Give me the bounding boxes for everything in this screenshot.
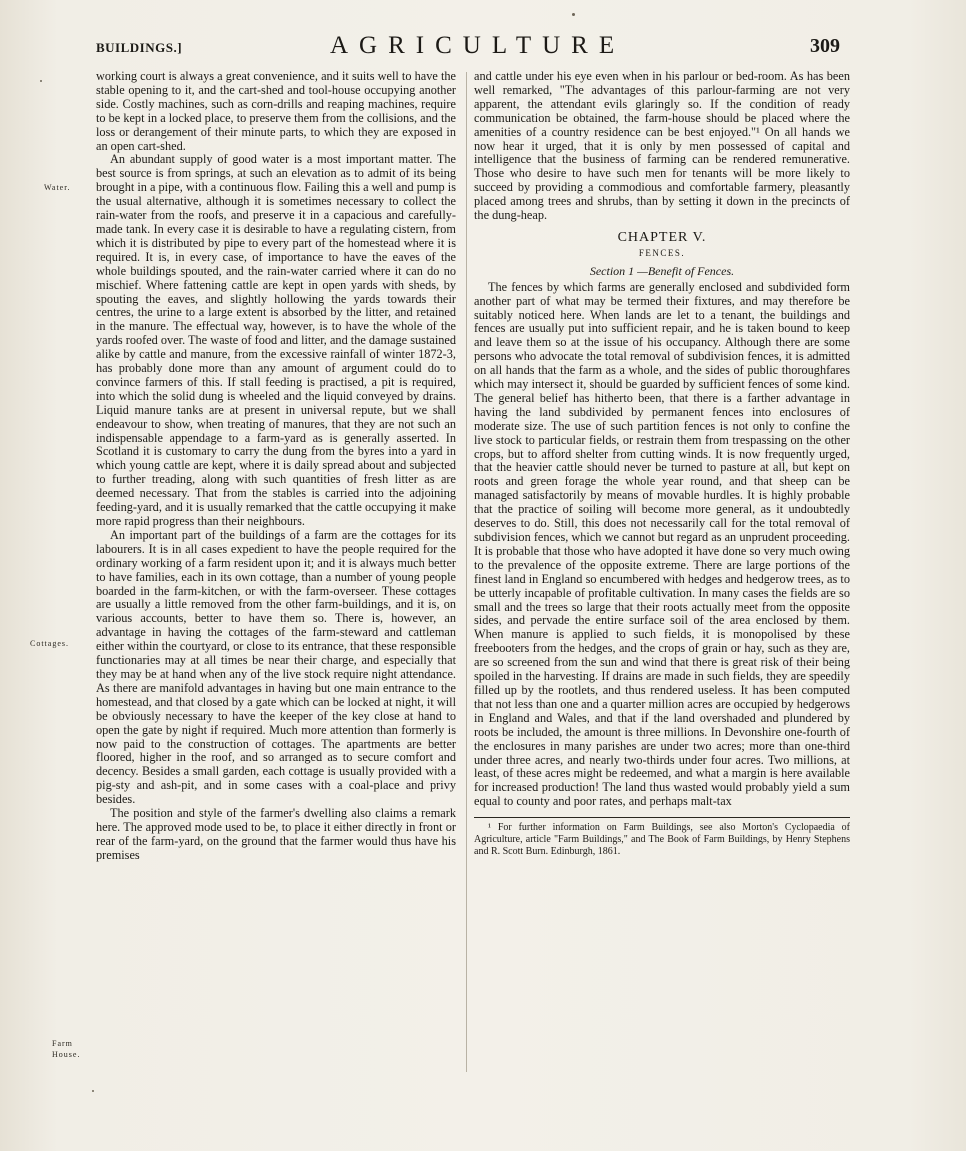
section-title: Section 1 —Benefit of Fences. <box>589 263 735 278</box>
chapter-heading: CHAPTER V. <box>617 229 707 245</box>
chapter-subtitle: FENCES. <box>638 247 686 258</box>
paper-speck <box>40 80 42 82</box>
paragraph-water: An abundant supply of good water is a most important matter. The best source is from springs, at such an elevation as to admit of its being brought in a pipe, with a continuous flow. Failing this a well and pump is the usual alternative, although it is sometimes necessary to collect the rain-water from the roofs, and preserve it in a capacious and carefully-made tank. In every case it is desirable to have a regulating cistern, from which it is distributed by pipe to every part of the homestead where it is required. It is, in every case, of importance to have the eaves of the whole buildings spouted, and the rain-water carried where it can do no mischief. Where fattening cattle are kept in open yards with sheds, by spouting the eaves, and slightly hollowing the yards towards their centres, the urine to a large extent is absorbed by the litter, and retained in the manure. The effectual way, however, is to have the whole of the yards roofed over. The waste of food and litter, and the damage sustained alike by cattle and manure, from the excessive rainfall of winter 1872-3, has probably done more than any amount of argument could do to convince farmers of this. If stall feeding is practised, a pit is required, into which the solid dung is wheeled and the liquid conveyed by drains. Liquid manure tanks are at present in universal repute, but we shall endeavour to show, when treating of manures, that they are not such an indispensable appendage to a farm-yard as is generally asserted. In Scotland it is customary to carry the dung from the byres into a yard in which young cattle are kept, where it is daily spread about and subjected to further treading, along with such quantities of fresh litter as are deemed necessary. That from the stables is carried into the adjoining feeding-yard, and it is usually remarked that the cattle occupying it make more rapid progress than their neighbours. <box>96 152 456 528</box>
column-divider <box>466 72 467 1072</box>
paper-speck <box>92 1090 94 1092</box>
paragraph-cottages: An important part of the buildings of a farm are the cottages for its labourers. It is in all cases expedient to have the people required for the ordinary working of a farm resident upon it; and it is always much better to have families, each in its own cottage, than a number of young people boarded in the farm-kitchen, or with the farm-overseer. These cottages are usually a little removed from the other farm-buildings, and it is, on various accounts, better to have them so. There is, however, an advantage in having the cottages of the farm-steward and cattleman either within the courtyard, or close to its entrance, that these responsible functionaries may at all times be near their charge, and especially that they may be at hand when any of the live stock require night attendance. As there are manifold advantages in having but one main entrance to the homestead, and that closed by a gate which can be locked at night, it will be obviously necessary to have the keeper of the key close at hand to open the gate by night if required. Much more attention than formerly is now paid to the construction of cottages. The apartments are better floored, higher in the roof, and so arranged as to secure comfort and decency. Besides a small garden, each cottage is usually provided with a pig-sty and ash-pit, and in some cases with a coal-place and privy besides. <box>96 527 456 807</box>
page-number: 309 <box>810 35 840 57</box>
footnote-rule <box>474 817 850 818</box>
left-column <box>96 70 456 863</box>
paragraph-fences: The fences by which farms are generally enclosed and subdivided form another part of what may be termed their fixtures, and may therefore be suitably noticed here. When lands are let to a tenant, the buildings and fences are usually put into sufficient repair, and he is taken bound to keep and leave them so at the issue of his occupancy. Although there are some persons who advocate the total removal of subdivision fences, it is admitted on all hands that the farm as a whole, and the sides of public thoroughfares which may intersect it, should be guarded by sufficient fences of some kind. The general belief has hitherto been, that there is a farther advantage in having the land subdivided by permanent fences into enclosures of moderate size. The use of such partition fences is not only to confine the live stock to particular fields, or restrain them from trespassing on the other crops, but to afford shelter from cutting winds. It is now frequently urged, that the heavier cattle should never be turned to pasture at all, but kept on roots and green forage the whole year round, and that sheep can be managed satisfactorily by means of movable hurdles. It is highly probable that the practice of soiling will become more general, as it undoubtedly deserves to do. Still, this does not necessarily call for the total removal of subdivision fences, which we cannot but regard as an unprudent proceeding. It is probable that those who have adopted it have done so very much owing to the prevalence of the opposite extreme. There are large portions of the finest land in England so encumbered with hedges and hedgerow trees, as to be utterly incapable of profitable cultivation. In many cases the fields are so small and the trees so large that their roots actually meet from the opposite sides, and pervade the entire surface soil of the area enclosed by them. When manure is applied to such fields, it is monopolised by these freebooters from the hedges, and the crops of grain or hay, such as they are, are so screened from the sun and wind that there is great risk of their being spoiled in the harvesting. If drains are made in such fields, they are speedily filled up by the rootlets, and thus rendered useless. It has been computed that not less than one and a quarter million acres are occupied by hedgerows in England and Wales, and that if the land overshaded and plundered by roots be included, the amount is three millions. In Devonshire one-fourth of the enclosures in many parishes are under two acres; more than one-third under three acres, and nearly two-thirds under four acres. Two millions, at least, of these acres might be redeemed, and what a margin is here available for increased production! The land thus wasted would probably yield a sum equal to county and poor rates, and perhaps malt-tax <box>474 279 850 809</box>
paragraph-working-court: working court is always a great convenience, and it suits well to have the stable opening to it, and the cart-shed and tool-house occupying another side. Costly machines, such as corn-drills and reaping machines, require to be kept in a locked place, to preserve them from the collisions, and the loss or derangement of their minute parts, to which they are exposed in an open cart-shed. <box>96 69 456 153</box>
paragraph-farm-house: The position and style of the farmer's dwelling also claims a remark here. The approved mode used to be, to place it either directly in front or rear of the farm-yard, on the ground that the farmer would thus have his premises <box>96 806 456 862</box>
paragraph-parlour-farming: and cattle under his eye even when in his parlour or bed-room. As has been well remarked, "The advantages of this parlour-farming are not very apparent, the attendant evils glaringly so. If the condition of ready communication be obtained, the farm-house should be placed where the amenities of a country residence can be best enjoyed."¹ On all hands we now hear it urged, that it is only by men possessed of capital and intelligence that the business of farming can be rendered remunerative. Those who desire to have such men for tenants will be more likely to succeed by providing a commodious and comfortable farmery, pleasantly placed among trees and shrubs, than by setting it down in the precincts of the dung-heap. <box>474 69 850 223</box>
margin-note-water: Water. <box>44 183 71 192</box>
right-column <box>474 70 850 858</box>
margin-note-cottages: Cottages. <box>30 639 69 648</box>
margin-note-farm-house-2: House. <box>52 1050 81 1059</box>
paper-speck <box>572 13 575 16</box>
running-head-section: BUILDINGS.] <box>96 40 183 55</box>
running-head-title: AGRICULTURE <box>330 32 626 59</box>
footnote: ¹ For further information on Farm Buildings, see also Morton's Cyclopaedia of Agriculture, article "Farm Buildings," and The Book of Farm Buildings, by Henry Stephens and R. Scott Burn. Edinburgh, 1861. <box>474 822 850 858</box>
margin-note-farm-house-1: Farm <box>52 1039 73 1048</box>
